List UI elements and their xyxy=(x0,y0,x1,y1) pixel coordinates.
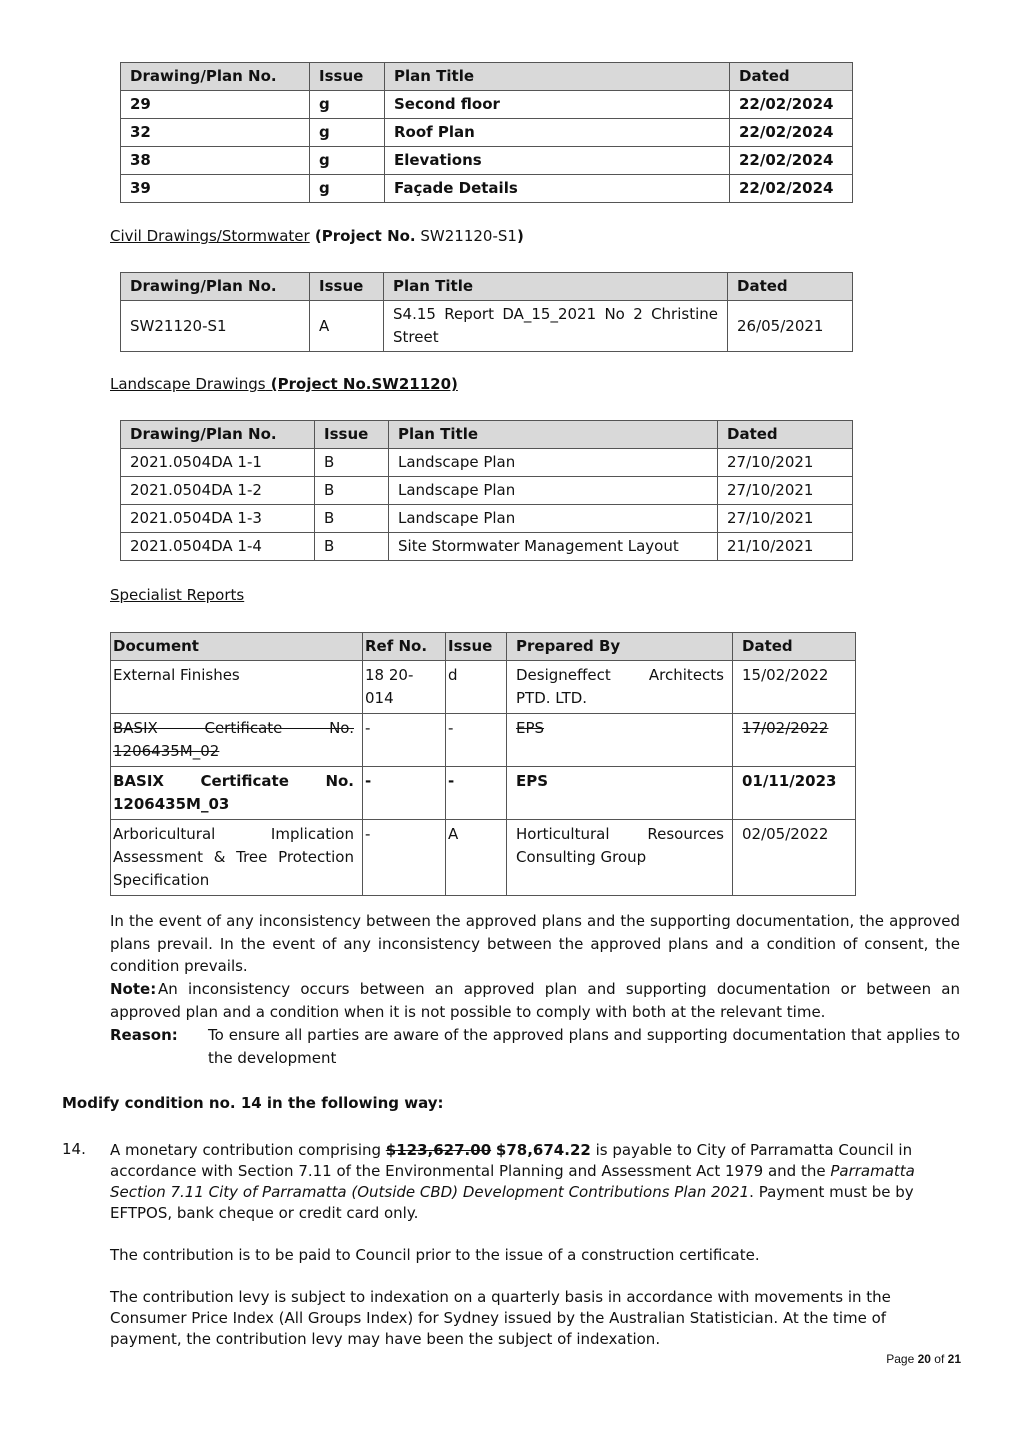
cell-dated: 27/10/2021 xyxy=(718,449,853,477)
modify-condition-heading: Modify condition no. 14 in the following way: xyxy=(62,1094,444,1112)
cell-issue: B xyxy=(315,449,389,477)
cell-issue: B xyxy=(315,477,389,505)
note-label: Note: xyxy=(110,980,157,998)
condition-14-paragraph-2: The contribution is to be paid to Council prior to the issue of a construction certificate. xyxy=(110,1246,760,1264)
column-header: Drawing/Plan No. xyxy=(121,63,310,91)
table-row xyxy=(121,449,853,477)
civil-heading-project-label: (Project No. xyxy=(309,227,416,245)
civil-drawings-heading xyxy=(110,227,524,245)
cell-dated: 15/02/2022 xyxy=(733,661,856,714)
landscape-heading-project: (Project No.SW21120) xyxy=(265,375,458,393)
cell-issue: g xyxy=(310,119,385,147)
column-header: Document xyxy=(111,633,363,661)
cell-drawing-no: 32 xyxy=(121,119,310,147)
landscape-drawings-heading xyxy=(110,375,458,393)
column-header: Issue xyxy=(446,633,507,661)
cell-dated: 27/10/2021 xyxy=(718,477,853,505)
cell-issue: A xyxy=(310,301,384,352)
condition-14-paragraph-1 xyxy=(110,1140,960,1224)
column-header: Drawing/Plan No. xyxy=(121,273,310,301)
civil-heading-label: Civil Drawings/Stormwater xyxy=(110,227,310,245)
column-header: Plan Title xyxy=(389,421,718,449)
table-row xyxy=(121,147,853,175)
civil-heading-project-no: SW21120-S1 xyxy=(415,227,517,245)
column-header: Issue xyxy=(315,421,389,449)
condition-number: 14. xyxy=(62,1140,86,1158)
column-header: Issue xyxy=(310,63,385,91)
cell-issue: g xyxy=(310,91,385,119)
cell-dated: 22/02/2024 xyxy=(730,91,853,119)
condition-text-c: . Payment must be by EFTPOS, bank cheque or credit card only. xyxy=(110,1183,914,1222)
cell-issue: A xyxy=(446,820,507,896)
cell-issue: d xyxy=(446,661,507,714)
column-header: Plan Title xyxy=(384,273,728,301)
table-header-row xyxy=(121,273,853,301)
cell-dated: 22/02/2024 xyxy=(730,147,853,175)
cell-plan-title: Façade Details xyxy=(385,175,730,203)
cell-document: BASIX Certificate No. 1206435M_03 xyxy=(111,767,363,820)
column-header: Dated xyxy=(733,633,856,661)
contributions-plan-title: Parramatta Section 7.11 City of Parramatta (Outside CBD) Development Contributions Plan 2021 xyxy=(110,1162,915,1201)
table-row xyxy=(121,477,853,505)
cell-plan-title: Landscape Plan xyxy=(389,449,718,477)
cell-dated: 22/02/2024 xyxy=(730,175,853,203)
table-header-row xyxy=(111,633,856,661)
cell-plan-title: Landscape Plan xyxy=(389,505,718,533)
cell-plan-title: Site Stormwater Management Layout xyxy=(389,533,718,561)
cell-prepared-by: Designeffect Architects PTD. LTD. xyxy=(507,661,733,714)
note-body: An inconsistency occurs between an approved plan and supporting documentation or between an approved plan and a condition when it is not possible to comply with both at the relevant time. xyxy=(110,980,960,1021)
cell-dated: 26/05/2021 xyxy=(728,301,853,352)
cell-dated: 17/02/2022 xyxy=(733,714,856,767)
landscape-heading-label: Landscape Drawings xyxy=(110,375,266,393)
cell-plan-title: Landscape Plan xyxy=(389,477,718,505)
cell-drawing-no: 2021.0504DA 1-4 xyxy=(121,533,315,561)
column-header: Plan Title xyxy=(385,63,730,91)
note-text xyxy=(110,978,960,1023)
reason-label: Reason: xyxy=(110,1026,178,1044)
table-row xyxy=(121,301,853,352)
table-header-row xyxy=(121,421,853,449)
table-header-row xyxy=(121,63,853,91)
column-header: Dated xyxy=(718,421,853,449)
cell-drawing-no: 39 xyxy=(121,175,310,203)
specialist-reports-heading: Specialist Reports xyxy=(110,586,245,604)
page-label: Page xyxy=(886,1352,918,1366)
condition-text-a: A monetary contribution comprising xyxy=(110,1141,386,1159)
cell-issue: g xyxy=(310,175,385,203)
specialist-reports-table xyxy=(110,632,856,896)
column-header: Prepared By xyxy=(507,633,733,661)
column-header: Dated xyxy=(730,63,853,91)
cell-drawing-no: 2021.0504DA 1-2 xyxy=(121,477,315,505)
table-row xyxy=(111,820,856,896)
new-contribution-amount: $78,674.22 xyxy=(495,1141,591,1159)
inconsistency-paragraph: In the event of any inconsistency between the approved plans and the supporting documentation, the approved plans prevail. In the event of any inconsistency between the approved plans and a condition of consent, the condition prevails. xyxy=(110,912,960,975)
table-row xyxy=(111,767,856,820)
cell-ref-no: 18 20-014 xyxy=(363,661,446,714)
cell-drawing-no: SW21120-S1 xyxy=(121,301,310,352)
page-number-footer xyxy=(886,1352,961,1366)
cell-document: BASIX Certificate No. 1206435M_02 xyxy=(111,714,363,767)
cell-document: External Finishes xyxy=(111,661,363,714)
civil-heading-close: ) xyxy=(516,227,524,245)
cell-dated: 02/05/2022 xyxy=(733,820,856,896)
cell-ref-no: - xyxy=(363,714,446,767)
table-row xyxy=(121,91,853,119)
column-header: Issue xyxy=(310,273,384,301)
table-row xyxy=(121,119,853,147)
condition-14-paragraph-3: The contribution levy is subject to indexation on a quarterly basis in accordance with movements in the Consumer Price Index (All Groups Index) for Sydney issued by the Australian Statistician. At the time of payment, the contribution levy may have been the subject of indexation. xyxy=(110,1288,891,1348)
column-header: Dated xyxy=(728,273,853,301)
cell-ref-no: - xyxy=(363,767,446,820)
cell-document: Arboricultural Implication Assessment & Tree Protection Specification xyxy=(111,820,363,896)
cell-dated: 21/10/2021 xyxy=(718,533,853,561)
page-of-label: of xyxy=(930,1352,948,1366)
cell-drawing-no: 38 xyxy=(121,147,310,175)
reason-text: To ensure all parties are aware of the approved plans and supporting documentation that applies to the development xyxy=(208,1026,960,1067)
cell-ref-no: - xyxy=(363,820,446,896)
cell-issue: - xyxy=(446,767,507,820)
architectural-drawings-table xyxy=(120,62,853,203)
cell-drawing-no: 2021.0504DA 1-3 xyxy=(121,505,315,533)
cell-drawing-no: 2021.0504DA 1-1 xyxy=(121,449,315,477)
table-row xyxy=(111,714,856,767)
table-row xyxy=(121,505,853,533)
cell-plan-title: Second floor xyxy=(385,91,730,119)
cell-plan-title: S4.15 Report DA_15_2021 No 2 Christine Street xyxy=(384,301,728,352)
old-contribution-amount: $123,627.00 xyxy=(385,1141,492,1159)
cell-issue: B xyxy=(315,533,389,561)
landscape-drawings-table xyxy=(120,420,853,561)
table-row xyxy=(121,533,853,561)
table-row xyxy=(121,175,853,203)
cell-dated: 22/02/2024 xyxy=(730,119,853,147)
cell-prepared-by: Horticultural Resources Consulting Group xyxy=(507,820,733,896)
total-pages: 21 xyxy=(947,1352,961,1366)
condition-text-b: is payable to City of Parramatta Council in accordance with Section 7.11 of the Environmental Planning and Assessment Act 1979 and the xyxy=(110,1141,913,1180)
cell-prepared-by: EPS xyxy=(507,767,733,820)
cell-issue: - xyxy=(446,714,507,767)
civil-drawings-table xyxy=(120,272,853,352)
cell-issue: B xyxy=(315,505,389,533)
column-header: Drawing/Plan No. xyxy=(121,421,315,449)
cell-drawing-no: 29 xyxy=(121,91,310,119)
cell-prepared-by: EPS xyxy=(507,714,733,767)
current-page: 20 xyxy=(917,1352,931,1366)
cell-issue: g xyxy=(310,147,385,175)
cell-dated: 27/10/2021 xyxy=(718,505,853,533)
cell-plan-title: Roof Plan xyxy=(385,119,730,147)
cell-plan-title: Elevations xyxy=(385,147,730,175)
column-header: Ref No. xyxy=(363,633,446,661)
cell-dated: 01/11/2023 xyxy=(733,767,856,820)
table-row xyxy=(111,661,856,714)
